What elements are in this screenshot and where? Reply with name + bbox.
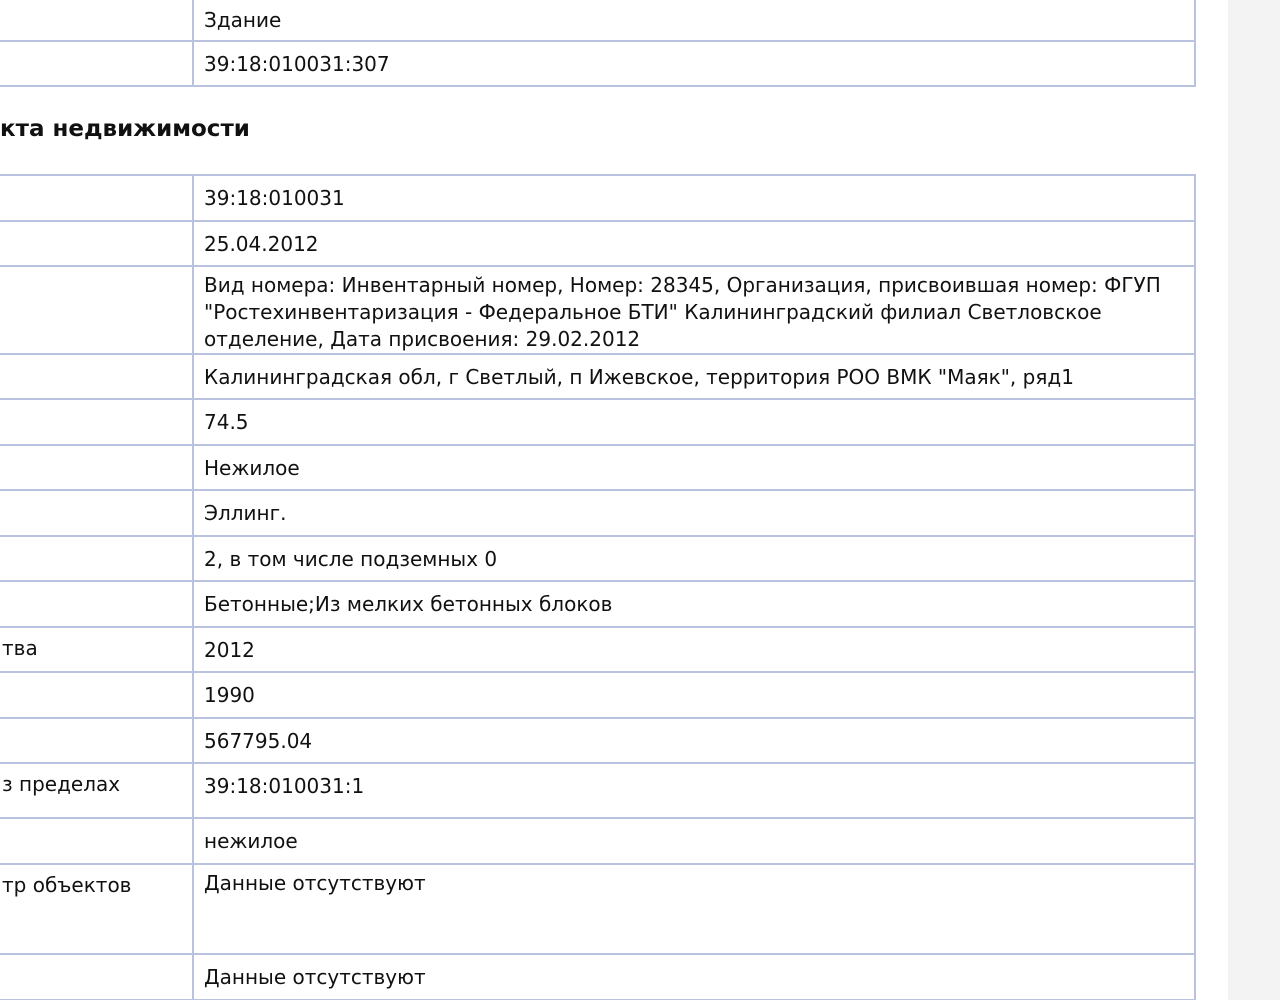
- field-label: тр объектов: [0, 864, 193, 954]
- section-title: кта недвижимости: [0, 116, 250, 142]
- field-value: Вид номера: Инвентарный номер, Номер: 28345, Организация, присвоившая номер: ФГУП "Ростехинвентаризация - Федеральное БТИ" Калининградский филиал Светловское отделение, Дата присвоения: 29.02.2012: [193, 266, 1195, 354]
- field-value: 567795.04: [193, 718, 1195, 763]
- field-value: 2012: [193, 627, 1195, 672]
- field-value: 39:18:010031:307: [193, 41, 1195, 86]
- field-value: Данные отсутствуют: [193, 864, 1195, 954]
- field-label: [0, 175, 193, 221]
- field-value: 39:18:010031: [193, 175, 1195, 221]
- field-label: [0, 818, 193, 864]
- table-row: [0, 763, 1195, 818]
- field-value: 39:18:010031:1: [193, 763, 1195, 818]
- table-row: [0, 399, 1195, 445]
- table-row: [0, 818, 1195, 864]
- field-label: [0, 41, 193, 86]
- field-value: Здание: [193, 0, 1195, 41]
- table-row: [0, 627, 1195, 672]
- field-label: [0, 445, 193, 490]
- field-label: [0, 354, 193, 399]
- field-value: 74.5: [193, 399, 1195, 445]
- field-label: [0, 718, 193, 763]
- field-label: з пределах: [0, 763, 193, 818]
- table-row: [0, 954, 1195, 1000]
- table-row: [0, 445, 1195, 490]
- table-row: [0, 490, 1195, 536]
- field-value: Нежилое: [193, 445, 1195, 490]
- table-row: [0, 864, 1195, 954]
- table-row: [0, 718, 1195, 763]
- field-label: [0, 266, 193, 354]
- table-row: [0, 354, 1195, 399]
- table-row: [0, 536, 1195, 581]
- field-label: [0, 672, 193, 718]
- building-summary-table: [0, 0, 1196, 87]
- table-row: [0, 221, 1195, 266]
- field-value: Калининградская обл, г Светлый, п Ижевское, территория РОО ВМК "Маяк", ряд1: [193, 354, 1195, 399]
- field-label: тва: [0, 627, 193, 672]
- field-label: [0, 221, 193, 266]
- table-row: [0, 0, 1195, 41]
- field-value: Бетонные;Из мелких бетонных блоков: [193, 581, 1195, 627]
- field-value: 2, в том числе подземных 0: [193, 536, 1195, 581]
- page-gutter: [1228, 0, 1280, 1000]
- field-value: нежилое: [193, 818, 1195, 864]
- field-label: [0, 0, 193, 41]
- field-value: Эллинг.: [193, 490, 1195, 536]
- property-details-table: [0, 174, 1196, 1000]
- field-label: [0, 536, 193, 581]
- table-row: [0, 266, 1195, 354]
- field-label: [0, 399, 193, 445]
- table-row: [0, 672, 1195, 718]
- field-value: 25.04.2012: [193, 221, 1195, 266]
- table-row: [0, 581, 1195, 627]
- table-row: [0, 175, 1195, 221]
- field-value: Данные отсутствуют: [193, 954, 1195, 1000]
- field-value: 1990: [193, 672, 1195, 718]
- table-row: [0, 41, 1195, 86]
- field-label: [0, 954, 193, 1000]
- field-label: [0, 581, 193, 627]
- field-label: [0, 490, 193, 536]
